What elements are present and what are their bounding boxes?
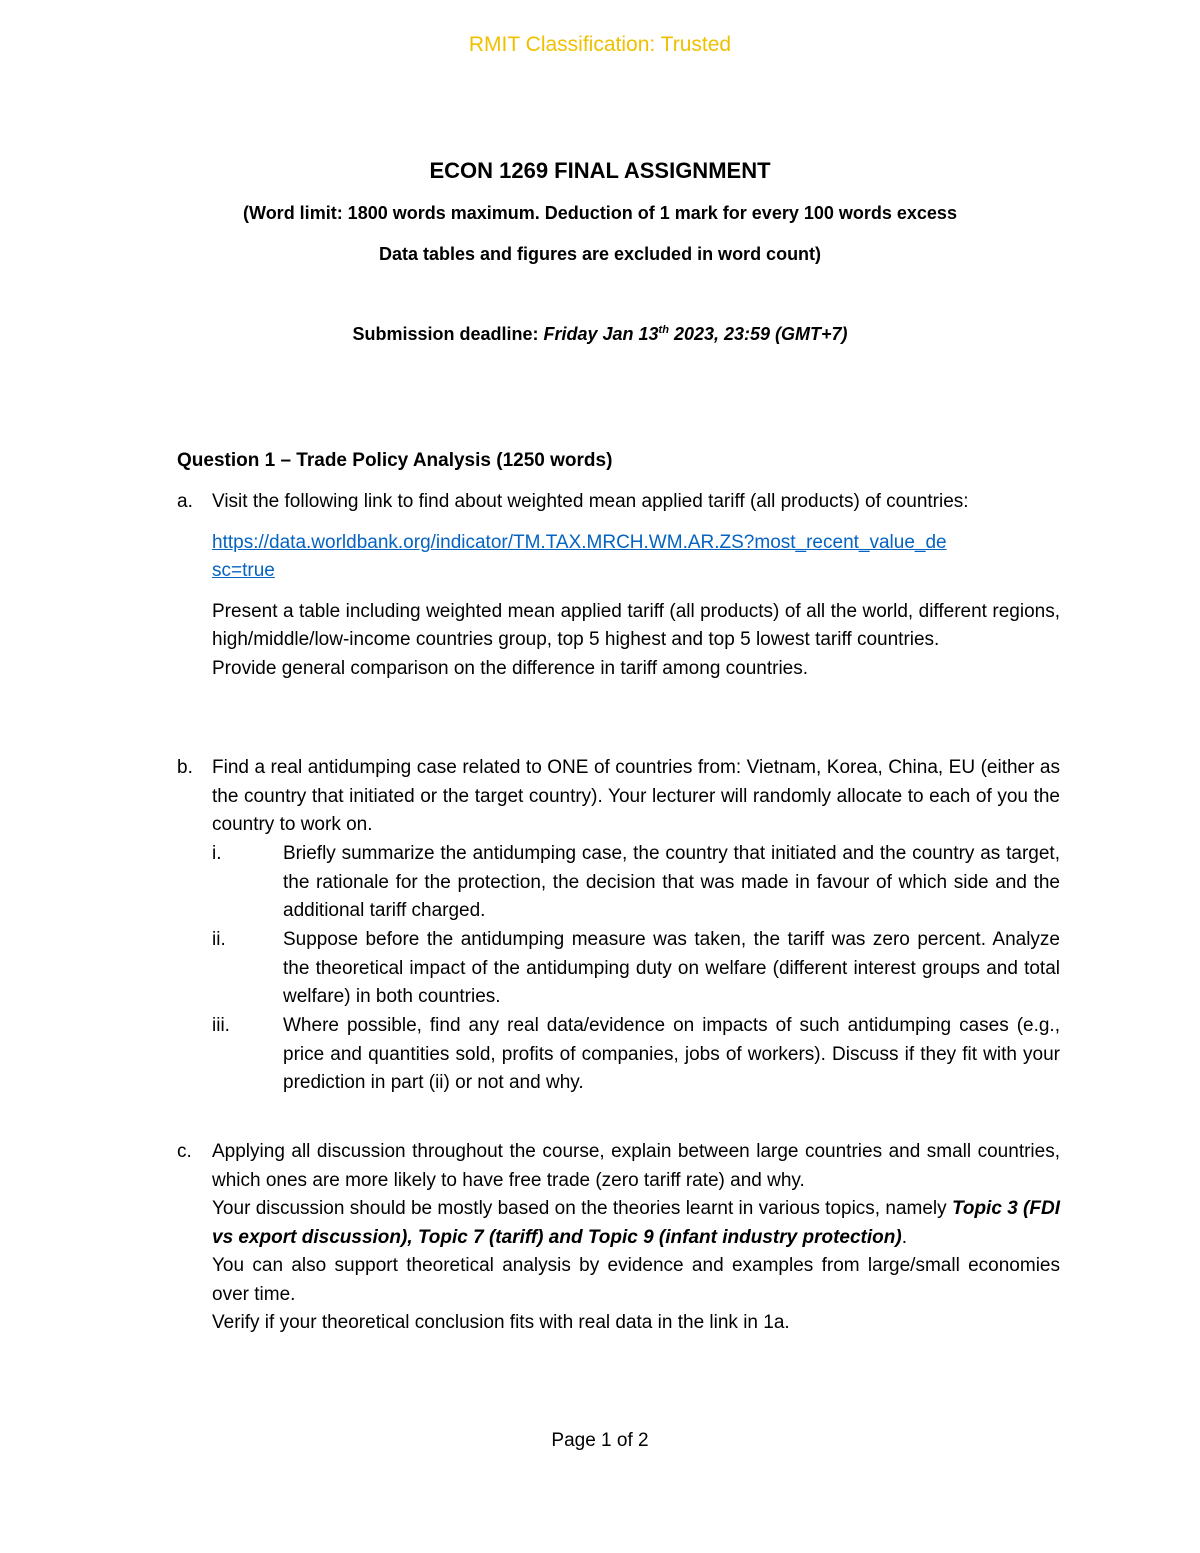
item-marker: b.: [177, 757, 193, 778]
sub-item-text: Where possible, find any real data/evidence on impacts of such antidumping cases (e.g., price and quantities sold, profits of companies, jobs of workers). Discuss if they fit with your prediction in part (ii) or not and why.: [283, 1015, 1060, 1093]
item-c-para-1: Applying all discussion throughout the course, explain between large countries and small countries, which ones are more likely to have free trade (zero tariff rate) and why.: [212, 1141, 1060, 1191]
sub-item-text: Suppose before the antidumping measure was taken, the tariff was zero percent. Analyze the theoretical impact of the antidumping duty on welfare (different interest groups and total welfare) in both countries.: [283, 929, 1060, 1007]
item-b-intro: Find a real antidumping case related to ONE of countries from: Vietnam, Korea, China, EU (either as the country that initiated or the target country). Your lecturer will randomly allocate to each of you the country to work on.: [212, 757, 1060, 835]
classification-label: RMIT Classification: Trusted: [468, 33, 732, 56]
item-a-para-1: Present a table including weighted mean applied tariff (all products) of all the world, different regions, high/middle/low-income countries group, top 5 highest and top 5 lowest tariff countries.: [212, 600, 1060, 650]
item-a-para-2: Provide general comparison on the difference in tariff among countries.: [212, 657, 809, 679]
sub-item-marker: i.: [212, 843, 222, 864]
word-limit-line-1: (Word limit: 1800 words maximum. Deduction of 1 mark for every 100 words excess: [243, 203, 957, 223]
link-line-1[interactable]: https://data.worldbank.org/indicator/TM.TAX.MRCH.WM.AR.ZS?most_recent_value_de: [212, 531, 947, 553]
sub-item-text: Briefly summarize the antidumping case, the country that initiated and the country as target, the rationale for the protection, the decision that was made in favour of which side and the additional tariff charged.: [283, 843, 1060, 921]
item-c-para-4: Verify if your theoretical conclusion fits with real data in the link in 1a.: [212, 1312, 790, 1333]
sub-item-marker: iii.: [212, 1015, 230, 1036]
word-limit-line-2: Data tables and figures are excluded in word count): [378, 244, 822, 264]
item-a-intro: Visit the following link to find about weighted mean applied tariff (all products) of countries:: [212, 491, 969, 512]
deadline-day-suffix: th: [658, 324, 669, 336]
deadline-time: 2023, 23:59 (GMT+7): [668, 324, 848, 344]
link-line-2[interactable]: sc=true: [212, 560, 275, 581]
item-c-para-2: [212, 1195, 1060, 1252]
sub-item-marker: ii.: [212, 929, 226, 950]
item-c-para-2-end: .: [901, 1226, 907, 1248]
page-number: Page 1 of 2: [551, 1430, 649, 1451]
question-1-heading: Question 1 – Trade Policy Analysis (1250 words): [177, 450, 613, 471]
deadline-label: Submission deadline:: [352, 324, 544, 344]
deadline-day: Friday Jan 13: [543, 324, 659, 344]
item-marker: a.: [177, 491, 193, 512]
item-c-para-3: You can also support theoretical analysis by evidence and examples from large/small economies over time.: [212, 1255, 1060, 1305]
item-c-topics: Topic 3 (FDI vs export discussion), Topic 7 (tariff) and Topic 9 (infant industry protection): [212, 1198, 1060, 1248]
worldbank-link[interactable]: [212, 529, 1060, 586]
submission-deadline: [0, 321, 1200, 347]
item-c-para-2-start: Your discussion should be mostly based on the theories learnt in various topics, namely: [212, 1198, 952, 1219]
item-marker: c.: [177, 1141, 192, 1162]
document-title: ECON 1269 FINAL ASSIGNMENT: [429, 158, 771, 183]
